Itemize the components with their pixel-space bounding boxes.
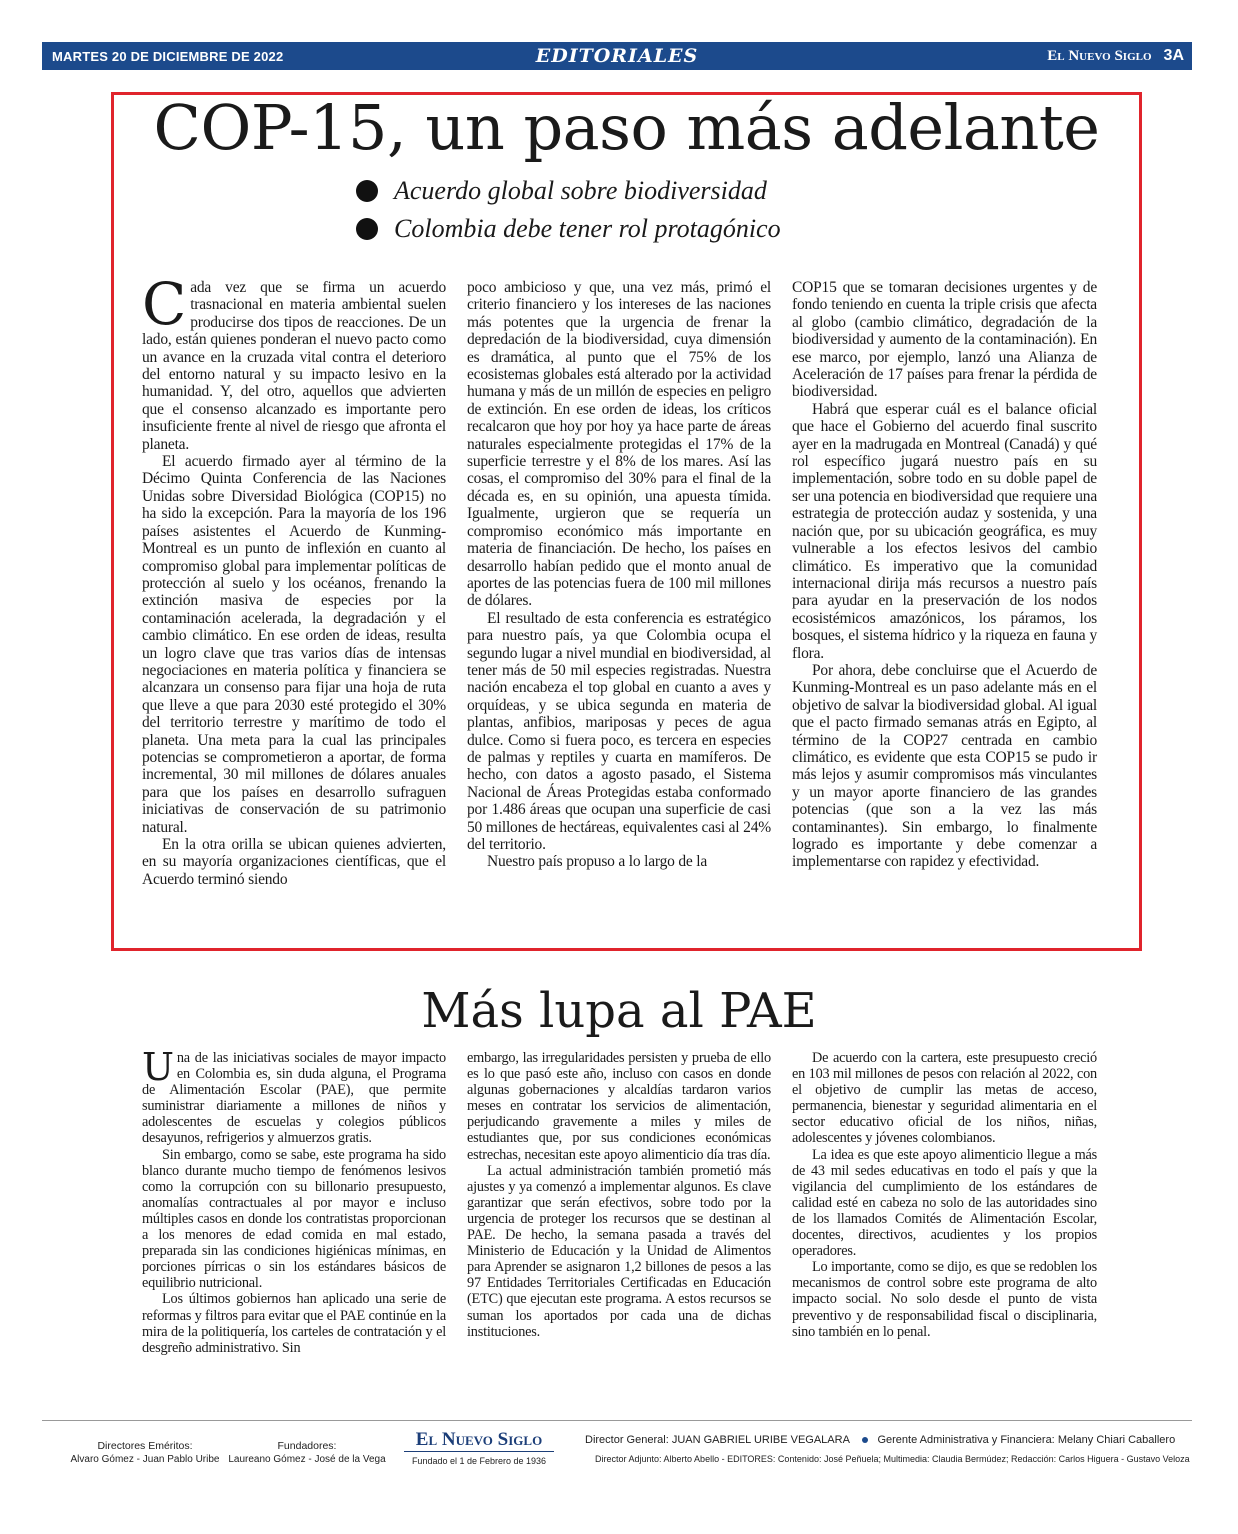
paragraph: La idea es que este apoyo alimenticio llegue a más de 43 mil sedes educativas en todo el país y que la vigilancia del cumplimiento de los estándares de calidad esté en cabeza no solo de las autoridades sino de los llamados Comités de Alimentación Escolar, docentes, directivos, acudientes y los propios operadores. [792, 1146, 1097, 1260]
paragraph: embargo, las irregularidades persisten y prueba de ello es lo que pasó este año, incluso con casos en donde algunas gobernaciones y alcaldías tardaron varios meses en contratar los servicios de alimentación, perjudicando gravemente a miles y miles de estudiantes que, por sus condiciones económicas estrechas, necesitan este apoyo alimenticio día tras día. [467, 1050, 771, 1163]
paragraph: El resultado de esta conferencia es estratégico para nuestro país, ya que Colombia ocupa el segundo lugar a nivel mundial en biodiversidad, al tener más de 50 mil especies registradas. Nuestra nación encabeza el top global en cuanto a aves y orquídeas, y se ubica segunda en materia de plantas, anfibios, mariposas y peces de agua dulce. Como si fuera poco, es tercera en especies de palmas y reptiles y cuarta en mamíferos. De hecho, con datos a agosto pasado, el Sistema Nacional de Áreas Protegidas estaba conformado por 1.486 áreas que ocupan una superficie de casi 50 millones de hectáreas, equivalentes casi al 24% del territorio. [467, 609, 771, 853]
paragraph: Lo importante, como se dijo, es que se redoblen los mecanismos de control sobre este programa de alto impacto social. No solo desde el punto de vista preventivo y de responsabilidad fiscal o disciplinaria, sino también en lo penal. [792, 1259, 1097, 1340]
fundadores-label: Fundadores: [277, 1440, 337, 1452]
brand-name: El Nuevo Siglo [1047, 47, 1152, 64]
director-label: Director General: [585, 1434, 669, 1446]
emeritos-names: Alvaro Gómez - Juan Pablo Uribe [70, 1454, 220, 1465]
editorial-1-column-1 [142, 270, 446, 888]
paragraph: COP15 que se tomaran decisiones urgentes y de fondo teniendo en cuenta la triple crisis que afecta al globo (cambio climático, degradación de la biodiversidad y aumento de la contaminación). En ese marco, por ejemplo, lanzó una Alianza de Aceleración de 17 países para frenar la pérdida de biodiversidad. [792, 279, 1097, 401]
paragraph: De acuerdo con la cartera, este presupuesto creció en 103 mil millones de pesos con relación al 2022, con el objetivo de cumplir las metas de acceso, permanencia, bienestar y seguridad alimentaria en el sector educativo oficial de los niños, niñas, adolescentes y jóvenes colombianos. [792, 1050, 1097, 1147]
paragraph: En la otra orilla se ubican quienes advierten, en su mayoría organizaciones científicas, que el Acuerdo terminó siendo [142, 836, 446, 888]
masthead-brand [1047, 47, 1192, 65]
editorial-1-column-3 [792, 279, 1097, 871]
footer-staff [585, 1432, 1195, 1467]
editorial-2-title: Más lupa al PAE [421, 983, 817, 1039]
paragraph: Habrá que esperar cuál es el balance oficial que hace el Gobierno del acuerdo final suscrito ayer en la madrugada en Montreal (Canadá) y qué rol específico jugará nuestro país en su implementación, sobre todo en su doble papel de ser una potencia en biodiversidad que requiere una estrategia de protección audaz y sostenida, y una nación que, por su ubicación geográfica, es muy vulnerable a los efectos lesivos del cambio climático. Es imperativo que la comunidad internacional dirija más recursos a nuestro país para ayudar en la preservación de los nodos ecosistémicos amazónicos, los páramos, los bosques, el sistema hídrico y la riqueza en fauna y flora. [792, 400, 1097, 662]
footer-fundadores [222, 1440, 392, 1466]
staff-line-1 [585, 1432, 1195, 1448]
editorial-2-column-1 [142, 1045, 446, 1356]
issue-date: MARTES 20 DE DICIEMBRE DE 2022 [52, 48, 284, 64]
paragraph: El acuerdo firmado ayer al término de la Décimo Quinta Conferencia de las Naciones Unidas sobre Diversidad Biológica (COP15) no ha sido la excepción. Para la mayoría de los 196 países asistentes el Acuerdo de Kunming-Montreal es un punto de inflexión en cuanto al compromiso global para implementar políticas de protección al suelo y los océanos, frenando la extinción masiva de especies por la contaminación acelerada, la degradación y el cambio climático. En ese orden de ideas, resulta un logro clave que tras varios días de intensas negociaciones en materia política y financiera se alcanzara un consenso para fijar una hoja de ruta que lleve a que para 2030 esté protegido el 30% del territorio terrestre y marítimo de todo el planeta. Una meta para la cual las principales potencias se comprometieron a aportar, de forma incremental, 30 mil millones de dólares anuales para que los países en desarrollo sufraguen iniciativas de conservación de su patrimonio natural. [142, 453, 446, 836]
emeritos-label: Directores Eméritos: [97, 1440, 193, 1452]
gerente-label: Gerente Administrativa y Financiera: [877, 1434, 1055, 1446]
editorial-1-title: COP-15, un paso más adelante [153, 91, 1100, 164]
footer-emeritos [60, 1440, 230, 1466]
summary-text: Acuerdo global sobre biodiversidad [394, 176, 767, 205]
footer-logo-block [404, 1430, 554, 1468]
paragraph: poco ambicioso y que, una vez más, primó el criterio financiero y los intereses de las naciones más potentes que la urgencia de frenar la depredación de la biodiversidad, cuya dimensión es dramática, al punto que el 75% de los ecosistemas globales está alterado por la actividad humana y más de un millón de especies en peligro de extinción. En ese orden de ideas, los críticos recalcaron que hoy por hoy ya hace parte de áreas naturales especialmente protegidas el 17% de la superficie terrestre y el 8% de los mares. Así las cosas, el compromiso del 30% para el final de la década es, en su opinión, una apuesta tímida. Igualmente, urgieron que se requería un compromiso económico más importante en materia de financiación. De hecho, los países en desarrollo habían pedido que el monto anual de aportes de las potencias fuera de 100 mil millones de dólares. [467, 279, 771, 610]
section-title: EDITORIALES [535, 45, 699, 67]
director-name: JUAN GABRIEL URIBE VEGALARA [671, 1434, 850, 1446]
paragraph: Por ahora, debe concluirse que el Acuerdo de Kunming-Montreal es un paso adelante más en el objetivo de salvar la biodiversidad global. Al igual que el pacto firmado semanas atrás en Egipto, al término de la COP27 centrada en cambio climático, es evidente que esta COP15 se pudo ir más lejos y asumir compromisos más vinculantes y un mayor aporte financiero de las grandes potencias (que son a la vez las más contaminantes). Sin embargo, lo finalmente logrado es importante y debe comenzar a implementarse con rapidez y efectividad. [792, 661, 1097, 871]
paragraph: Una de las iniciativas sociales de mayor impacto en Colombia es, sin duda alguna, el Programa de Alimentación Escolar (PAE), que permite suministrar diariamente a millones de niños y adolescentes de escuelas y colegios públicos desayunos, refrigerios y almuerzos gratis. [142, 1045, 446, 1147]
bullet-icon [356, 218, 378, 240]
editorial-1-summary [356, 172, 781, 248]
paragraph: Cada vez que se firma un acuerdo trasnacional en materia ambiental suelen producirse dos tipos de reacciones. De un lado, están quienes ponderan el nuevo pacto como un avance en la cruzada vital contra el deterioro del entorno natural y su impacto lesivo en la humanidad. Y, del otro, aquellos que advierten que el consenso alcanzado es importante pero insuficiente frente al nivel de riesgo que afronta el planeta. [142, 270, 446, 453]
summary-text: Colombia debe tener rol protagónico [394, 214, 781, 243]
editorial-2-column-2 [467, 1050, 771, 1340]
paragraph: Los últimos gobiernos han aplicado una serie de reformas y filtros para evitar que el PAE continúe en la mira de la politiquería, los carteles de contratación y el desgreño administrativo. Sin [142, 1291, 446, 1356]
footer-logo: El Nuevo Siglo [404, 1430, 554, 1452]
founded-date: Fundado el 1 de Febrero de 1936 [411, 1456, 547, 1466]
footer-divider [42, 1420, 1192, 1421]
fundadores-names: Laureano Gómez - José de la Vega [228, 1454, 386, 1465]
paragraph: Nuestro país propuso a lo largo de la [487, 853, 708, 871]
drop-cap: C [142, 270, 187, 338]
drop-cap: U [142, 1045, 174, 1089]
bullet-icon [356, 180, 378, 202]
paragraph: La actual administración también prometió más ajustes y ya comenzó a implementar algunos. Es clave garantizar que serán efectivos, sobre todo por la urgencia de proteger los recursos que se destinan al PAE. De hecho, la semana pasada a través del Ministerio de Educación y la Unidad de Alimentos para Aprender se asignaron 1,2 billones de pesos a las 97 Entidades Territoriales Certificadas en Educación (ETC) que ejecutan este programa. A estos recursos se suman los aportados por cada una de dichas instituciones. [467, 1162, 771, 1340]
editorial-1-column-2 [467, 279, 771, 871]
gerente-name: Melany Chiari Caballero [1057, 1434, 1176, 1446]
page-number: 3A [1163, 47, 1184, 64]
summary-bullet [356, 172, 781, 210]
summary-bullet [356, 210, 781, 248]
editorial-2-column-3 [792, 1050, 1097, 1340]
header-bar [42, 42, 1192, 70]
staff-line-2: Director Adjunto: Alberto Abello - EDITORES: Contenido: José Peñuela; Multimedia: Claudia Bermúdez; Redacción: Carlos Higuera - Gustavo Veloza [595, 1454, 1190, 1464]
paragraph: Sin embargo, como se sabe, este programa ha sido blanco durante mucho tiempo de fenómenos lesivos como la corrupción con su billonario presupuesto, anomalías contractuales al por mayor e incluso múltiples casos en donde los contratistas proporcionan a los menores de edad comida en mal estado, preparada sin las condiciones higiénicas mínimas, en porciones pírricas o sin los estándares básicos de equilibrio nutricional. [142, 1146, 446, 1292]
separator-dot [862, 1437, 868, 1443]
